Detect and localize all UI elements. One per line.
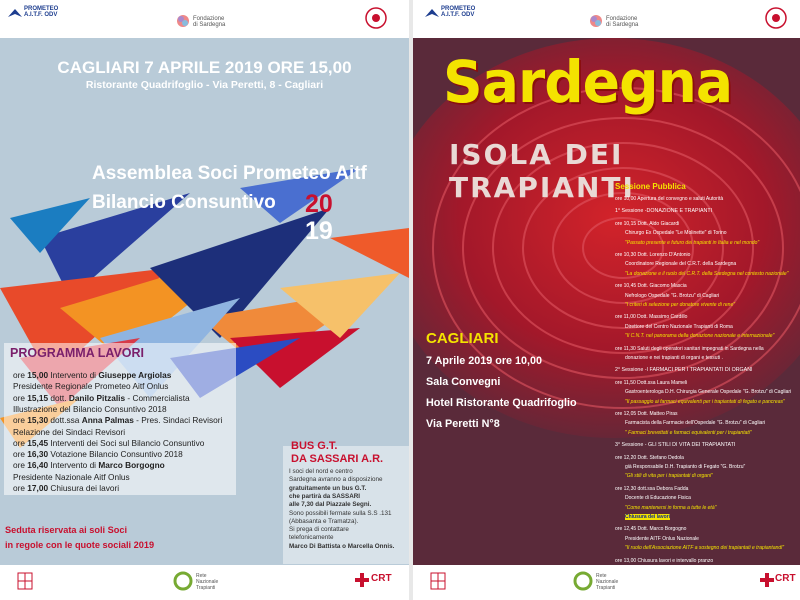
fondazione-logo-right: [589, 14, 639, 33]
program-line: Coordinatore Regionale del C.R.T. della Sardegna: [625, 261, 737, 268]
program-line: "Gli stili di vita per i trapiantati di organi": [625, 473, 713, 480]
red-cross-icon: [355, 573, 369, 587]
programma-name: Danilo Pitzalis: [68, 392, 126, 403]
rete-logo-text-right: Rete Nazionale Trapianti: [596, 573, 619, 591]
left-title-line-2: Bilancio Consuntivo: [92, 192, 276, 213]
bus-info-line: I soci del nord e centro: [289, 468, 353, 475]
programma-time: Illustrazione del Bilancio Consuntivo 2018: [13, 403, 167, 414]
bus-info-line: alle 7,30 dal Piazzale Segni.: [289, 501, 372, 509]
fondazione-logo-text: Fondazione di Sardegna: [193, 16, 226, 28]
bus-info-line: Sardegna avranno a disposizione: [289, 476, 383, 484]
crt-logo-text-right: CRT: [775, 573, 796, 584]
programma-text: Intervento di: [48, 460, 99, 471]
program-line: ore 11,30 Saluti degli operatori sanitari impegnati in Sardegna nella: [615, 345, 764, 352]
program-line: ore 12,20 Dott. Stefano Dedola: [615, 454, 684, 461]
program-line: Chiusura dei lavori: [625, 514, 671, 520]
programma-time: ore: [13, 370, 28, 380]
program-line: ore 12,30 dott.ssa Debora Fadda: [615, 485, 689, 492]
programma-item: [13, 460, 165, 470]
program-line: ore 12,05 Dott. Matteo Piras: [615, 411, 678, 417]
event-detail-line: 7 Aprile 2019 ore 10,00: [426, 355, 543, 367]
programma-time-b: 17,00: [27, 483, 49, 493]
bus-title-2: DA SASSARI A.R.: [291, 453, 384, 465]
programma-name: Marco Borgogno: [98, 460, 165, 471]
program-line: ore 13,00 Chiusura lavori e intervallo pranzo: [615, 557, 714, 564]
sardinia-shield-icon: [15, 571, 35, 591]
program-session: 2° Sessione -I FARMACI PER I TRAPIANTATI DI ORGANI: [615, 367, 753, 374]
event-detail-line: Hotel Ristorante Quadrifoglio: [426, 397, 577, 409]
programma-item: [13, 381, 168, 391]
programma-name: Giuseppe Argiolas: [98, 370, 172, 380]
program-line: ore 10,30 Dott. Lorenzo D'Antonio: [615, 252, 691, 258]
program-line: ore 11,00 Dott. Massimo Cardillo: [615, 314, 688, 321]
rete-logo-text: Rete Nazionale Trapianti: [196, 573, 219, 591]
program-line: ore 12,45 Dott. Marco Borgogno: [615, 526, 687, 533]
programma-text: dott.: [48, 392, 69, 403]
programma-name: Anna Palmas: [81, 415, 134, 426]
programma-item: [13, 483, 119, 493]
programma-text: Votazione Bilancio Consuntivo 2018: [48, 449, 183, 460]
programma-time-b: 15,45: [27, 437, 49, 448]
sardinia-shield-icon: [428, 571, 448, 591]
programma-time: ore: [13, 483, 28, 493]
programma-title: PROGRAMMA LAVORI: [10, 346, 145, 360]
programma-item: [13, 393, 190, 403]
left-date-line: CAGLIARI 7 APRILE 2019 ORE 15,00: [57, 58, 352, 77]
fondazione-logo: [176, 14, 226, 33]
programma-item: [13, 370, 171, 380]
programma-time-b: 15,30: [27, 415, 49, 426]
program-line: ore 10,15 Dott. Aldo Giacardi: [615, 220, 680, 227]
fondazione-circle-icon: [176, 14, 190, 28]
programma-time: Presidente Regionale Prometeo Aitf Onlus: [13, 381, 169, 392]
crt-logo-text: CRT: [371, 573, 392, 584]
event-detail-line: Sala Convegni: [426, 376, 501, 388]
bus-info-line: Marco Di Battista o Marcella Onnis.: [289, 542, 395, 550]
programma-time: Presidente Nazionale Aitf Onlus: [13, 471, 130, 482]
programma-time-b: 16,40: [27, 460, 49, 471]
program-line: "I criteri di selezione per donatore vivente di rene": [625, 302, 735, 308]
sardinia-region-emblem: [365, 6, 387, 30]
subheadline-isola: ISOLA DEI TRAPIANTI: [449, 138, 635, 204]
program-line: " Farmaci brevettati e farmaci equivalenti per i trapiantati": [625, 429, 752, 436]
programma-item: [13, 438, 204, 448]
program-line: "Il C.N.T. nel panorama della donazione nazionale e internazionale": [625, 333, 775, 340]
programma-extra: - Commercialista: [125, 392, 190, 403]
bus-info-line: telefonicamente: [289, 534, 334, 542]
left-footer: [0, 565, 409, 600]
prometeo-logo-text-right: PROMETEO A.I.T.F. ODV: [441, 6, 476, 18]
prometeo-bird-icon: [8, 9, 22, 19]
shield-icon: [365, 6, 387, 30]
program-line: ore 11,50 Dott.ssa Laura Mameli: [615, 379, 688, 386]
bus-info-line: gratuitamente un bus G.T.: [289, 484, 367, 492]
bus-info-line: (Abbasanta e Tramatza).: [289, 517, 359, 525]
right-poster-body: [413, 38, 800, 565]
rete-trapianti-icon: [173, 571, 193, 591]
programma-item: [13, 472, 130, 482]
programma-text: Chiusura dei lavori: [48, 483, 120, 493]
right-footer: [413, 565, 800, 600]
fondazione-logo-text-right: Fondazione di Sardegna: [606, 16, 639, 28]
headline-sardegna: Sardegna: [443, 48, 733, 116]
program-line: ore 10,00 Apertura del convegno e saluti Autorità: [615, 196, 724, 202]
programma-text: Interventi dei Soci sul Bilancio Consuntivo: [48, 437, 205, 448]
program-line: donazione e nei trapianti di organi e tessuti .: [625, 355, 723, 361]
prometeo-logo: [8, 6, 59, 24]
programma-item: [13, 449, 183, 459]
program-heading: Sessione Pubblica: [615, 182, 686, 191]
programma-time: ore: [13, 437, 28, 448]
left-header: [0, 0, 409, 38]
programma-time-b: 16,30: [27, 449, 49, 460]
left-year-top: 20: [305, 190, 333, 218]
bus-info-line: Sono possibili fermate sulla S.S .131: [289, 509, 392, 517]
rete-trapianti-icon: [573, 571, 593, 591]
left-title-line-1: Assemblea Soci Prometeo Aitf: [92, 163, 367, 184]
program-line: "La donazione e il ruolo del C.R.T. della Sardegna nel contesto nazionale": [625, 270, 789, 277]
red-cross-icon: [760, 573, 774, 587]
program-line: Presidente AITF Onlus Nazionale: [625, 535, 699, 542]
program-session: 3° Sessione - GLI STILI DI VITA DEI TRAPIANTATI: [615, 442, 736, 449]
prometeo-logo-right: [425, 6, 476, 24]
program-line: già Responsabile D.H. Trapianto di Fegato "G. Brotzu": [625, 464, 746, 470]
bus-title-1: BUS G.T.: [291, 440, 338, 452]
programma-time: ore: [13, 460, 28, 471]
program-line: "Il ruolo dell'Associazione AITF a sostegno dei trapiantati e trapiantandi": [625, 545, 785, 552]
programma-text: dott.ssa: [48, 415, 82, 426]
prometeo-bird-icon: [425, 9, 439, 19]
programma-time: ore: [13, 415, 28, 426]
left-venue-line: Ristorante Quadrifoglio - Via Peretti, 8 - Cagliari: [85, 79, 324, 91]
right-poster: [413, 0, 800, 600]
programma-time-b: 15,00: [27, 370, 49, 380]
seduta-line-1: Seduta riservata ai soli Soci: [5, 525, 128, 535]
bus-info-line: che partirà da SASSARI: [289, 492, 361, 500]
programma-text: Intervento di: [48, 370, 99, 380]
prometeo-logo-text: PROMETEO A.I.T.F. ODV: [24, 6, 59, 18]
programma-item: [13, 404, 167, 414]
fondazione-circle-icon: [589, 14, 603, 28]
right-city: CAGLIARI: [426, 330, 499, 347]
program-line: "Come mantenersi in forma a tutte le età": [625, 504, 717, 511]
programma-extra: - Pres. Sindaci Revisori: [133, 415, 223, 426]
seduta-line-2: in regole con le quote sociali 2019: [5, 540, 155, 550]
program-line: Docente di Educazione Fisica: [625, 495, 691, 502]
program-session: 1° Sessione -DONAZIONE E TRAPIANTI: [615, 208, 713, 215]
programma-time: Relazione dei Sindaci Revisori: [13, 426, 126, 437]
program-line: ore 10,45 Dott. Giacomo Mascia: [615, 283, 687, 290]
programma-time: ore: [13, 449, 28, 460]
programma-item: [13, 427, 125, 437]
program-line: Gastroenterologa D.H. Chirurgia Generale Ospedale "G. Brotzu" di Cagliari: [625, 389, 792, 396]
left-year-bottom: 19: [305, 217, 333, 245]
program-line: "Passato presente e futuro dei trapianti in Italia e nel mondo": [625, 239, 760, 246]
fingerprint-graphic: [413, 38, 800, 565]
sardinia-region-emblem-icon: [765, 6, 787, 30]
program-line: Farmacista della Farmacie dell'Ospedale "G. Brotzu" di Cagliari: [625, 420, 766, 427]
event-detail-line: Via Peretti N°8: [426, 418, 500, 430]
program-line: "Il passaggio ai farmaci equivalenti per i trapiantati di fegato e pancreas": [625, 398, 785, 405]
program-line: Chirurgo Ex Ospedale "Le Molinette" di Torino: [625, 230, 727, 237]
program-line: Nefrologo Ospedale "G. Brotzu" di Cagliari: [625, 292, 720, 299]
programma-time-b: 15,15: [27, 392, 49, 403]
right-header: [413, 0, 800, 38]
programma-item: [13, 415, 222, 425]
programma-time: ore: [13, 392, 28, 403]
program-line: Direttore del Centro Nazionale Trapianti di Roma: [625, 323, 733, 330]
bus-info-line: Si prega di contattare: [289, 526, 349, 534]
